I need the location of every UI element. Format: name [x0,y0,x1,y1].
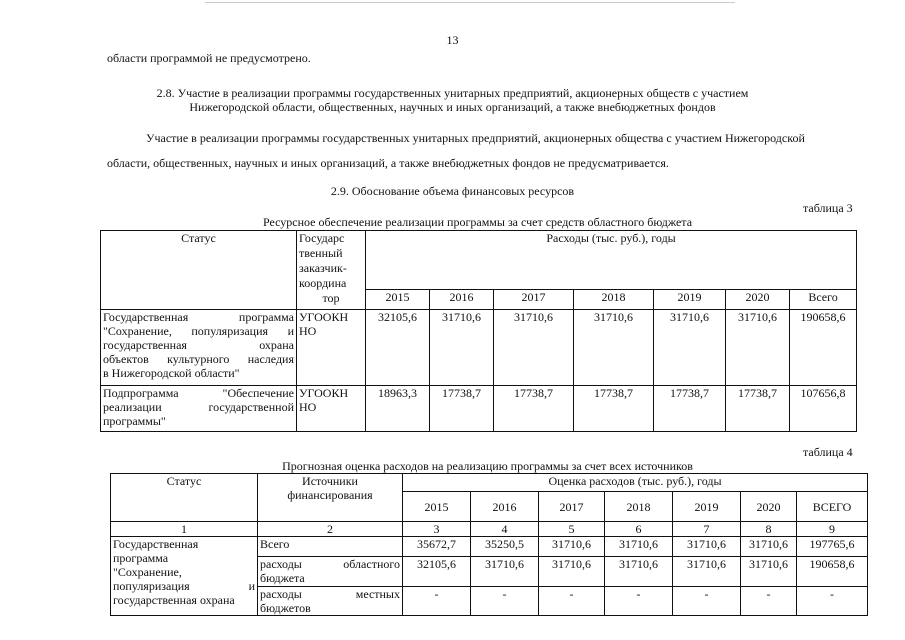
table-cell: 17738,7 [574,386,654,432]
table4-status-cell [111,537,258,616]
table3-header-customer [297,231,366,310]
table3-header-customer-line: координа [299,276,347,290]
customer-line: УГООКН [299,386,349,400]
table-row [111,537,868,557]
source-line: расходы местных [260,587,400,601]
status-line: программы" [103,414,166,428]
table-row [101,310,857,386]
table4-year-2020: 2020 [741,492,797,522]
table4-year-2015: 2015 [403,492,471,522]
table3-row1-status [101,310,297,386]
table-row [101,386,857,432]
table-cell: - [471,587,539,616]
table-cell: 107656,8 [790,386,857,432]
table-cell: 4 [471,522,539,537]
table4-year-2018: 2018 [605,492,673,522]
table-cell: 18963,3 [366,386,430,432]
customer-line: УГООКН [299,310,349,324]
table-cell: 17738,7 [494,386,574,432]
table4-year-2019: 2019 [673,492,741,522]
table-cell: 190658,6 [790,310,857,386]
table-cell: - [797,587,868,616]
table-cell: - [741,587,797,616]
table4-source-cell: Всего [258,537,403,557]
section-2-9-heading: 2.9. Обоснование объема финансовых ресурсов [330,184,575,198]
table3-header-customer-line: заказчик- [299,261,347,275]
table-cell: 32105,6 [366,310,430,386]
status-line: в Нижегородской области" [103,366,240,380]
table-cell: 31710,6 [741,557,797,587]
table-cell: - [403,587,471,616]
table-cell: 31710,6 [605,537,673,557]
table3-row1-customer [297,310,366,386]
table4-source-cell [258,587,403,616]
table-cell: 9 [797,522,868,537]
table-cell: 197765,6 [797,537,868,557]
section-2-8-body-line2: области, общественных, научных и иных организаций, а также внебюджетных фондов не предусматривается. [107,156,669,170]
paragraph-continuation: области программой не предусмотрено. [107,51,311,65]
table4-source-cell [258,557,403,587]
table3-year-2019: 2019 [654,290,726,310]
table-cell: 31710,6 [539,537,605,557]
table-cell: 31710,6 [673,557,741,587]
status-line: государственная охрана [103,338,294,352]
table3-caption: Ресурсное обеспечение реализации программы за счет средств областного бюджета [262,215,693,229]
status-line: программа [113,551,169,565]
customer-line: НО [299,324,317,338]
table-cell: 31710,6 [654,310,726,386]
table-cell: 35672,7 [403,537,471,557]
table3-year-2015: 2015 [366,290,430,310]
table-cell: 7 [673,522,741,537]
source-line: бюджета [260,571,305,585]
table4-header-sources [258,474,403,522]
table-cell: 17738,7 [430,386,494,432]
status-line: Подпрограмма "Обеспечение [103,386,294,400]
table4-year-2016: 2016 [471,492,539,522]
table-cell: 31710,6 [494,310,574,386]
sources-line: финансирования [287,488,373,502]
table3-year-2018: 2018 [574,290,654,310]
table4-numbering-row [111,522,868,537]
table4-header-expenses: Оценка расходов (тыс. руб.), годы [403,474,868,492]
table3-row2-status [101,386,297,432]
table-cell: 2 [258,522,403,537]
table3-label: таблица 3 [803,201,853,215]
table4 [110,473,868,616]
table3-header-customer-line: тор [322,291,340,305]
table-cell: - [605,587,673,616]
table-cell: 17738,7 [726,386,790,432]
table-cell: - [539,587,605,616]
table3 [100,230,857,432]
table-cell: 31710,6 [471,557,539,587]
table-cell: 35250,5 [471,537,539,557]
section-2-8-heading-line2: Нижегородской области, общественных, научных и иных организаций, а также внебюджетных фондов [189,100,716,114]
table-cell: 5 [539,522,605,537]
table-cell: 190658,6 [797,557,868,587]
status-line: "Сохранение, популяризация и [103,324,294,338]
table4-label: таблица 4 [803,445,853,459]
table-cell: 1 [111,522,258,537]
section-2-8-heading-line1: 2.8. Участие в реализации программы государственных унитарных предприятий, акционерных обществ с участием [156,86,749,100]
table-cell: 32105,6 [403,557,471,587]
table3-header-status: Статус [101,231,297,310]
sources-line: Источники [302,474,358,488]
table3-year-2020: 2020 [726,290,790,310]
table4-caption: Прогнозная оценка расходов на реализацию программы за счет всех источников [282,459,693,473]
status-line: реализации государственной [103,400,294,414]
table4-year-total: ВСЕГО [797,492,868,522]
status-line: популяризация и [113,579,255,593]
status-line: объектов культурного наследия [103,352,294,366]
source-line: бюджетов [260,601,311,615]
table-cell: - [673,587,741,616]
table4-year-2017: 2017 [539,492,605,522]
scan-edge-line [205,2,735,3]
status-line: государственная охрана [113,593,235,607]
status-line: Государственная программа [103,310,294,324]
status-line: Государственная [113,537,199,551]
section-2-8-body-line1: Участие в реализации программы государственных унитарных предприятий, акционерных общества с участием Нижегородской [146,131,805,145]
table3-year-2017: 2017 [494,290,574,310]
table-cell: 6 [605,522,673,537]
table-cell: 31710,6 [726,310,790,386]
status-line: "Сохранение, [113,565,182,579]
table-cell: 17738,7 [654,386,726,432]
table3-year-2016: 2016 [430,290,494,310]
customer-line: НО [299,400,317,414]
table3-header-expenses: Расходы (тыс. руб.), годы [366,231,857,290]
table-cell: 31710,6 [539,557,605,587]
table4-header-status: Статус [111,474,258,522]
table-cell: 8 [741,522,797,537]
table3-row2-customer [297,386,366,432]
table-cell: 31710,6 [605,557,673,587]
source-line: расходы областного [260,557,400,571]
table-cell: 31710,6 [430,310,494,386]
table-cell: 3 [403,522,471,537]
table-cell: 31710,6 [741,537,797,557]
table-cell: 31710,6 [673,537,741,557]
table3-header-customer-line: твенный [299,246,343,260]
table3-header-customer-line: Государс [299,231,345,245]
table3-year-total: Всего [790,290,857,310]
table-cell: 31710,6 [574,310,654,386]
page-number: 13 [446,33,459,47]
